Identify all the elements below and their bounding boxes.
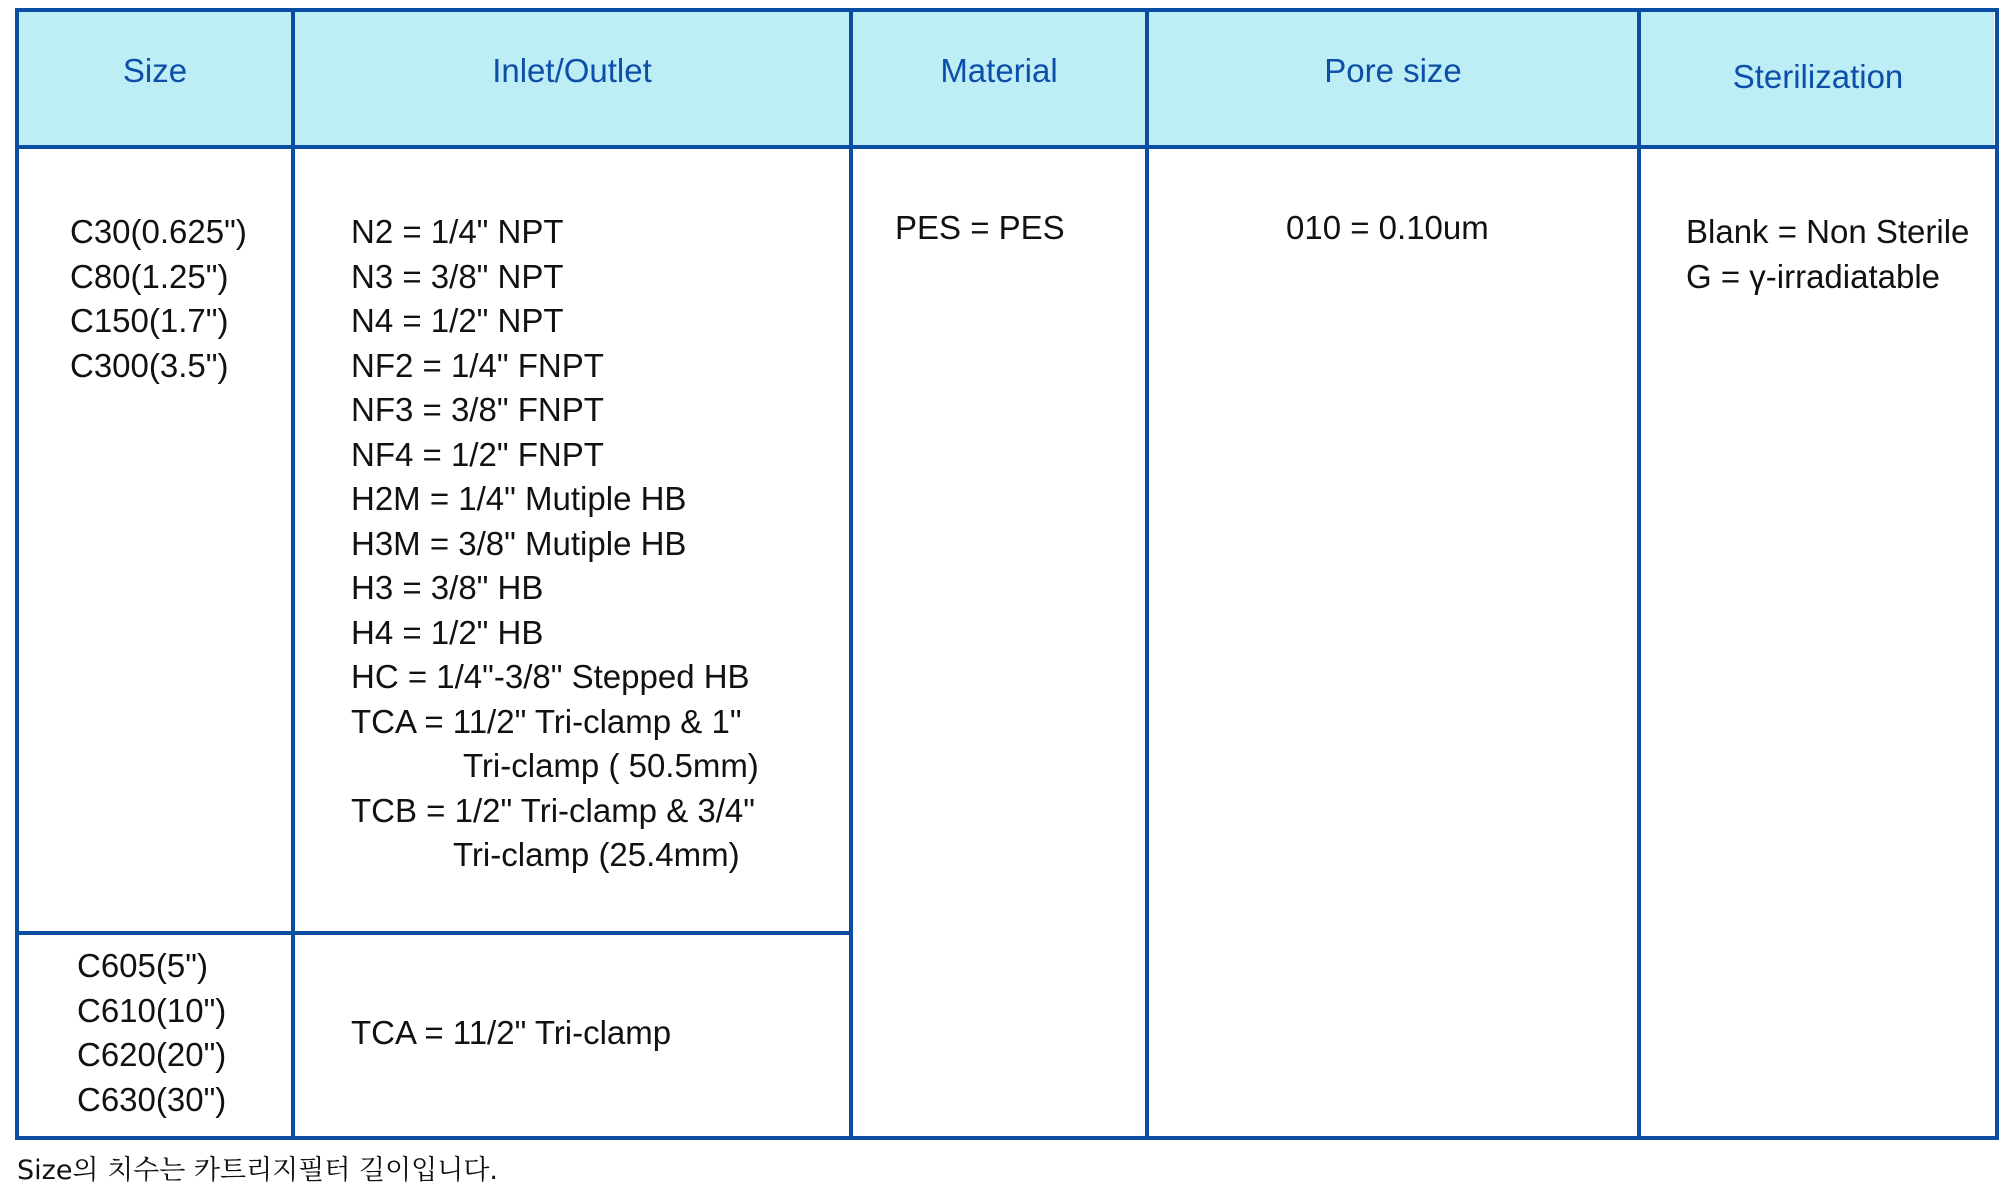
size-option: C30(0.625") bbox=[70, 213, 247, 250]
size-option: C620(20") bbox=[77, 1036, 227, 1073]
inlet-option: NF2 = 1/4" FNPT bbox=[351, 346, 604, 384]
inlet-option: H2M = 1/4" Mutiple HB bbox=[351, 480, 687, 517]
inlet-option-continued: Tri-clamp ( 50.5mm) bbox=[463, 747, 759, 784]
table-border-top bbox=[15, 8, 1999, 12]
column-divider-4 bbox=[1637, 8, 1641, 1140]
size-option: C150(1.7") bbox=[70, 302, 229, 339]
inlet-option: TCB = 1/2" Tri-clamp & 3/4" bbox=[351, 791, 755, 829]
pore-size-option: 010 = 0.10um bbox=[1286, 209, 1489, 246]
size-option: C80(1.25") bbox=[70, 257, 229, 295]
inlet-option: N4 = 1/2" NPT bbox=[351, 302, 564, 339]
sterilization-option: Blank = Non Sterile bbox=[1686, 213, 1970, 250]
inlet-option: H3M = 3/8" Mutiple HB bbox=[351, 524, 687, 562]
inlet-option: TCA = 11/2" Tri-clamp bbox=[351, 1014, 672, 1051]
inlet-option: HC = 1/4"-3/8" Stepped HB bbox=[351, 658, 750, 695]
table-border-bottom bbox=[15, 1136, 1999, 1140]
header-material: Material bbox=[940, 52, 1058, 89]
inlet-option-continued: Tri-clamp (25.4mm) bbox=[453, 836, 740, 873]
inlet-option: N2 = 1/4" NPT bbox=[351, 213, 564, 250]
column-divider-3 bbox=[1145, 8, 1149, 1140]
header-pore-size: Pore size bbox=[1324, 52, 1462, 89]
size-option: C300(3.5") bbox=[70, 346, 229, 384]
sterilization-option: G = γ-irradiatable bbox=[1686, 257, 1941, 295]
inlet-option: TCA = 11/2" Tri-clamp & 1" bbox=[351, 702, 742, 740]
header-size: Size bbox=[122, 52, 188, 89]
header-divider bbox=[15, 145, 1999, 149]
column-divider-1 bbox=[291, 8, 295, 1140]
inlet-option: H3 = 3/8" HB bbox=[351, 569, 544, 606]
row-divider bbox=[15, 931, 853, 935]
inlet-option: H4 = 1/2" HB bbox=[351, 613, 544, 651]
header-inlet-outlet: Inlet/Outlet bbox=[492, 52, 652, 89]
inlet-option: N3 = 3/8" NPT bbox=[351, 257, 564, 295]
table-border-right bbox=[1995, 8, 1999, 1140]
size-option: C605(5") bbox=[77, 947, 208, 984]
material-option: PES = PES bbox=[895, 209, 1065, 246]
footnote: Size의 치수는 카트리지필터 길이입니다. bbox=[17, 1155, 498, 1186]
size-option: C610(10") bbox=[77, 991, 227, 1029]
column-divider-2 bbox=[849, 8, 853, 1140]
inlet-option: NF4 = 1/2" FNPT bbox=[351, 435, 604, 473]
table-border-left bbox=[15, 8, 19, 1140]
header-sterilization: Sterilization bbox=[1732, 58, 1904, 95]
size-option: C630(30") bbox=[77, 1080, 227, 1118]
inlet-option: NF3 = 3/8" FNPT bbox=[351, 391, 604, 428]
